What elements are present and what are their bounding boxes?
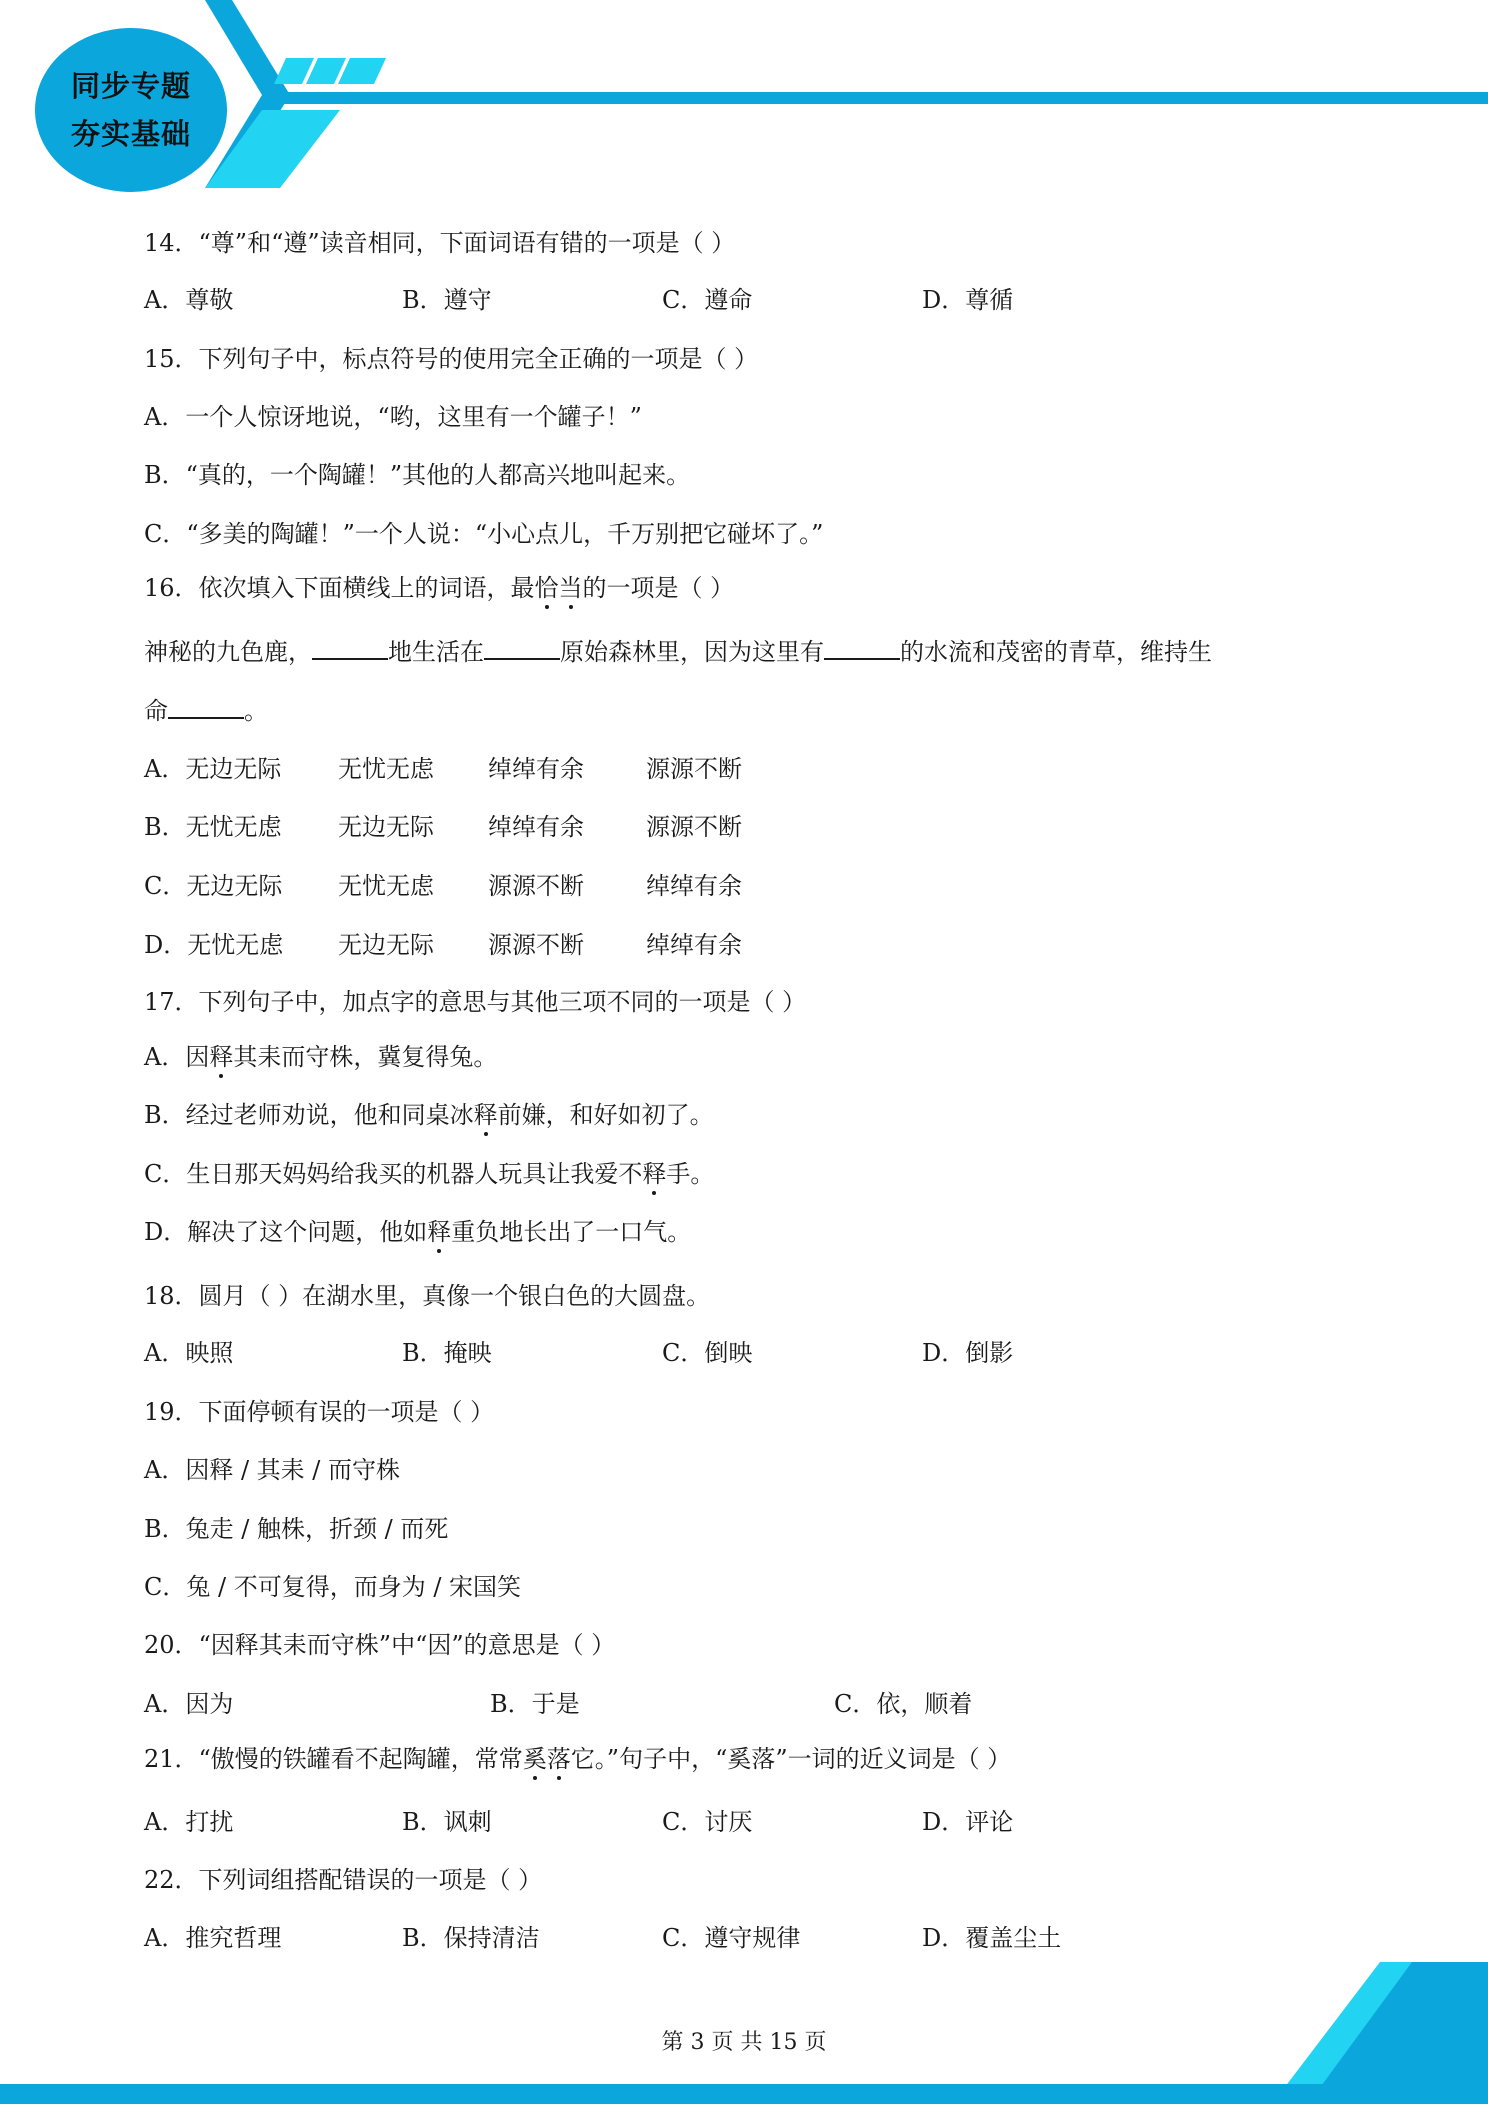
q21-option-b: B．讽刺 [402,1808,492,1836]
page-number: 第 3 页 共 15 页 [661,2030,827,2055]
q16-b-word-1: B．无忧无虑 [144,813,282,841]
question-17-stem: 17．下列句子中，加点字的意思与其他三项不同的一项是（ ） [144,988,807,1016]
q21-option-d: D．评论 [922,1808,1014,1836]
question-22-stem: 22．下列词组搭配错误的一项是（ ） [144,1866,543,1894]
q18-option-b: B．掩映 [402,1339,492,1367]
q18-option-a: A．映照 [144,1339,234,1367]
q17-c-post: 手。 [666,1160,715,1188]
q15-option-c: C．“多美的陶罐！”一个人说：“小心点儿，千万别把它碰坏了。” [144,520,824,548]
q16-stem-post: 的一项是（ ） [582,574,735,602]
q19-option-c: C．兔 / 不可复得，而身为 / 宋国笑 [144,1573,522,1601]
q17-a-post: 其耒而守株，冀复得兔。 [233,1043,498,1071]
q22-option-c: C．遵守规律 [662,1924,801,1952]
badge-line-2: 夯实基础 [70,117,191,151]
q19-option-b: B．兔走 / 触株，折颈 / 而死 [144,1515,449,1543]
q16-c-word-4: 绰绰有余 [646,872,742,900]
q16-d-word-3: 源源不断 [488,931,584,959]
badge-line-1: 同步专题 [70,69,191,103]
q21-dotted-char-2: 落 [546,1745,571,1773]
q17-c-pre: C．生日那天妈妈给我买的机器人玩具让我爱不 [144,1160,643,1188]
q16-passage-part-3: 原始森林里，因为这里有 [560,638,824,666]
q17-b-dotted-char: 释 [473,1101,498,1129]
q16-a-word-4: 源源不断 [646,755,742,783]
q17-option-c [144,1159,714,1189]
footer-decoration [0,1958,1488,2104]
header-badge [36,30,226,190]
q16-c-word-1: C．无边无际 [144,872,283,900]
q17-option-b [144,1100,714,1130]
q16-stem-pre: 16．依次填入下面横线上的词语，最 [144,574,535,602]
q17-d-dotted-char: 释 [427,1218,452,1246]
q16-a-word-2: 无忧无虑 [338,755,434,783]
fill-blank-4 [168,695,244,719]
q22-option-a: A．推究哲理 [144,1924,282,1952]
question-16-stem [144,573,734,603]
q22-option-d: D．覆盖尘土 [922,1924,1062,1952]
q17-a-pre: A．因 [144,1043,210,1071]
q17-b-post: 前嫌，和好如初了。 [497,1101,714,1129]
q16-c-word-2: 无忧无虑 [338,872,434,900]
q16-passage-line-2 [144,695,268,726]
question-18-stem: 18．圆月（ ）在湖水里，真像一个银白色的大圆盘。 [144,1282,711,1310]
q17-a-dotted-char: 释 [209,1043,234,1071]
q14-option-c: C．遵命 [662,286,753,314]
q18-option-d: D．倒影 [922,1339,1014,1367]
q16-passage-line-1 [144,636,1212,667]
q16-dotted-char-2: 当 [558,574,583,602]
q16-d-word-1: D．无忧无虑 [144,931,284,959]
q17-d-pre: D．解决了这个问题，他如 [144,1218,428,1246]
q17-option-a [144,1042,497,1072]
q16-a-word-3: 绰绰有余 [488,755,584,783]
q20-option-a: A．因为 [144,1690,234,1718]
q17-c-dotted-char: 释 [642,1160,667,1188]
q14-option-b: B．遵守 [402,286,492,314]
q16-dotted-char-1: 恰 [534,574,559,602]
q16-passage-part-5: 命 [144,697,168,725]
q16-passage-part-6: 。 [244,697,268,725]
q22-option-b: B．保持清洁 [402,1924,540,1952]
fill-blank-2 [484,636,560,660]
q21-option-a: A．打扰 [144,1808,234,1836]
q17-d-post: 重负地长出了一口气。 [451,1218,692,1246]
q16-b-word-2: 无边无际 [338,813,434,841]
question-21-stem [144,1744,1011,1774]
question-20-stem: 20．“因释其耒而守株”中“因”的意思是（ ） [144,1631,616,1659]
q17-b-pre: B．经过老师劝说，他和同桌冰 [144,1101,474,1129]
q19-option-a: A．因释 / 其耒 / 而守株 [144,1456,401,1484]
q16-passage-part-2: 地生活在 [388,638,484,666]
q16-passage-part-1: 神秘的九色鹿， [144,638,312,666]
q16-b-word-4: 源源不断 [646,813,742,841]
q21-stem-pre: 21．“傲慢的铁罐看不起陶罐，常常 [144,1745,523,1773]
question-14-stem: 14．“尊”和“遵”读音相同，下面词语有错的一项是（ ） [144,229,736,257]
fill-blank-3 [824,636,900,660]
q16-c-word-3: 源源不断 [488,872,584,900]
q16-a-word-1: A．无边无际 [144,755,282,783]
q21-stem-post: 它。”句子中，“奚落”一词的近义词是（ ） [570,1745,1012,1773]
question-15-stem: 15．下列句子中，标点符号的使用完全正确的一项是（ ） [144,345,759,373]
q18-option-c: C．倒映 [662,1339,753,1367]
q14-option-d: D．尊循 [922,286,1014,314]
q16-passage-part-4: 的水流和茂密的青草，维持生 [900,638,1212,666]
q21-dotted-char-1: 奚 [522,1745,547,1773]
q15-option-b: B．“真的，一个陶罐！”其他的人都高兴地叫起来。 [144,461,691,489]
fill-blank-1 [312,636,388,660]
question-19-stem: 19．下面停顿有误的一项是（ ） [144,1398,495,1426]
q20-option-b: B．于是 [490,1690,580,1718]
q16-b-word-3: 绰绰有余 [488,813,584,841]
q16-d-word-2: 无边无际 [338,931,434,959]
q16-d-word-4: 绰绰有余 [646,931,742,959]
q15-option-a: A．一个人惊讶地说，“哟，这里有一个罐子！” [144,403,642,431]
q17-option-d [144,1217,691,1247]
header-banner [0,0,1488,200]
q20-option-c: C．依，顺着 [834,1690,973,1718]
q21-option-c: C．讨厌 [662,1808,753,1836]
q14-option-a: A．尊敬 [144,286,234,314]
